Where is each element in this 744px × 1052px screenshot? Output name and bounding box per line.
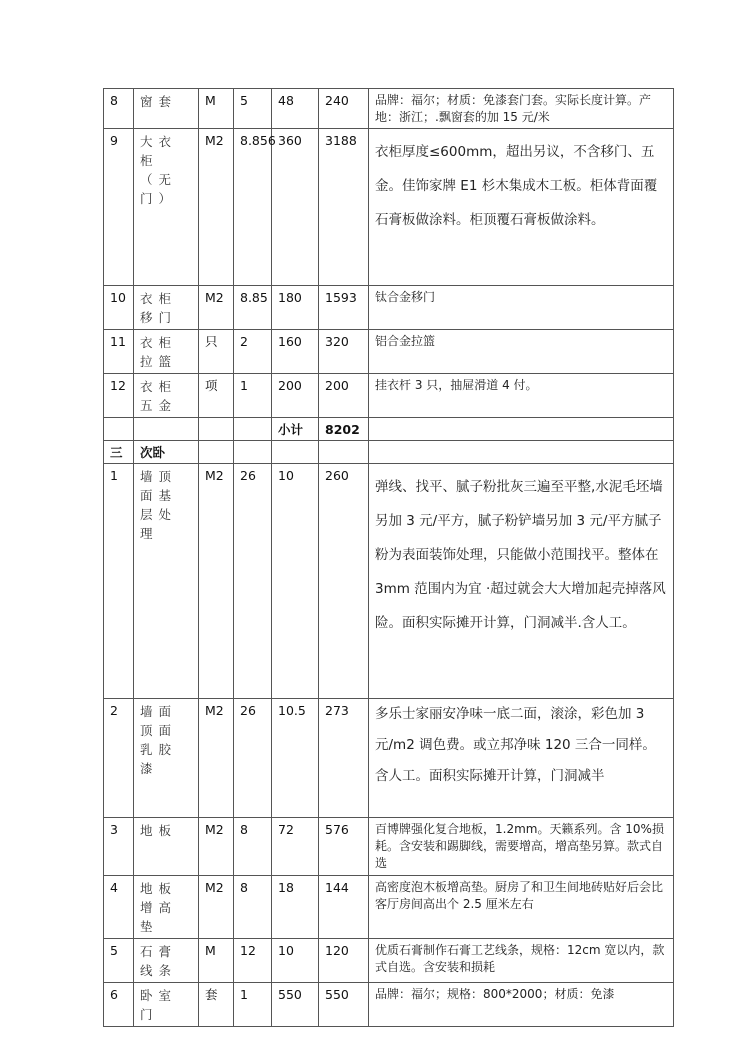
item-name: 大衣柜（无门） (134, 129, 199, 286)
item-quantity: 26 (234, 699, 272, 818)
item-total: 260 (319, 464, 369, 699)
item-unit-price: 10 (272, 939, 319, 983)
item-total: 200 (319, 374, 369, 418)
table-row (104, 129, 674, 286)
table-row (104, 330, 674, 374)
item-name: 衣柜移门 (134, 286, 199, 330)
item-name: 墙顶面基层处理 (134, 464, 199, 699)
item-quantity: 8.85 (234, 286, 272, 330)
item-name: 卧室门 (134, 983, 199, 1027)
item-description: 优质石膏制作石膏工艺线条，规格：12cm 宽以内，款式自选。含安装和损耗 (369, 939, 674, 983)
item-unit-price: 72 (272, 818, 319, 876)
item-description: 衣柜厚度≤600mm，超出另议，不含移门、五金。佳饰家牌 E1 杉木集成木工板。柜体背面覆石膏板做涂料。柜顶覆石膏板做涂料。 (369, 129, 674, 286)
item-total: 273 (319, 699, 369, 818)
table-row (104, 983, 674, 1027)
item-unit: 套 (199, 983, 234, 1027)
item-description: 弹线、找平、腻子粉批灰三遍至平整,水泥毛坯墙另加 3 元/平方，腻子粉铲墙另加 3 元/平方腻子粉为表面装饰处理，只能做小范围找平。整体在 3mm 范围内为宜 ·超过就会大大增加起壳掉落风险。面积实际摊开计算，门洞减半.含人工。 (369, 464, 674, 699)
item-unit-price: 360 (272, 129, 319, 286)
item-name: 地板 (134, 818, 199, 876)
table-row (104, 939, 674, 983)
item-total: 576 (319, 818, 369, 876)
item-unit: M2 (199, 129, 234, 286)
table-row (104, 876, 674, 939)
item-total: 144 (319, 876, 369, 939)
subtotal-value: 8202 (319, 418, 369, 441)
item-unit-price: 550 (272, 983, 319, 1027)
table-row (104, 286, 674, 330)
table-row (104, 464, 674, 699)
item-description: 挂衣杆 3 只，抽屉滑道 4 付。 (369, 374, 674, 418)
table-row (104, 818, 674, 876)
item-number: 12 (104, 374, 134, 418)
item-number: 11 (104, 330, 134, 374)
section-row (104, 441, 674, 464)
item-unit-price: 18 (272, 876, 319, 939)
item-quantity: 5 (234, 89, 272, 129)
item-number: 2 (104, 699, 134, 818)
item-unit: 项 (199, 374, 234, 418)
item-description: 高密度泡木板增高垫。厨房了和卫生间地砖贴好后会比客厅房间高出个 2.5 厘米左右 (369, 876, 674, 939)
section-number: 三 (104, 441, 134, 464)
item-quantity: 12 (234, 939, 272, 983)
item-description: 钛合金移门 (369, 286, 674, 330)
item-description: 品牌：福尔；材质：免漆套门套。实际长度计算。产地：浙江；.飘窗套的加 15 元/米 (369, 89, 674, 129)
item-quantity: 2 (234, 330, 272, 374)
table-row (104, 374, 674, 418)
item-description: 铝合金拉篮 (369, 330, 674, 374)
item-unit: M2 (199, 876, 234, 939)
item-description: 多乐士家丽安净味一底二面，滚涂，彩色加 3 元/m2 调色费。或立邦净味 120 三合一同样。含人工。面积实际摊开计算，门洞减半 (369, 699, 674, 818)
item-total: 320 (319, 330, 369, 374)
item-number: 9 (104, 129, 134, 286)
item-total: 1593 (319, 286, 369, 330)
item-name: 衣柜五金 (134, 374, 199, 418)
item-number: 1 (104, 464, 134, 699)
item-unit-price: 200 (272, 374, 319, 418)
item-quantity: 1 (234, 374, 272, 418)
item-unit: M2 (199, 818, 234, 876)
table-row (104, 699, 674, 818)
item-name: 地板增高垫 (134, 876, 199, 939)
item-unit-price: 10.5 (272, 699, 319, 818)
item-description: 品牌：福尔；规格：800*2000；材质：免漆 (369, 983, 674, 1027)
item-unit: M (199, 89, 234, 129)
table-row (104, 89, 674, 129)
item-name: 墙面顶面乳胶漆 (134, 699, 199, 818)
item-number: 8 (104, 89, 134, 129)
item-unit: M2 (199, 699, 234, 818)
item-unit: M2 (199, 286, 234, 330)
item-name: 石膏线条 (134, 939, 199, 983)
item-quantity: 8.856 (234, 129, 272, 286)
item-quantity: 8 (234, 876, 272, 939)
item-unit: 只 (199, 330, 234, 374)
item-quantity: 26 (234, 464, 272, 699)
item-unit: M2 (199, 464, 234, 699)
item-unit-price: 10 (272, 464, 319, 699)
item-number: 3 (104, 818, 134, 876)
subtotal-row (104, 418, 674, 441)
item-total: 120 (319, 939, 369, 983)
item-unit-price: 48 (272, 89, 319, 129)
item-total: 3188 (319, 129, 369, 286)
item-total: 240 (319, 89, 369, 129)
item-number: 5 (104, 939, 134, 983)
section-title: 次卧 (134, 441, 199, 464)
item-number: 4 (104, 876, 134, 939)
item-quantity: 1 (234, 983, 272, 1027)
item-number: 10 (104, 286, 134, 330)
quotation-table (103, 88, 674, 1027)
item-number: 6 (104, 983, 134, 1027)
subtotal-label: 小计 (272, 418, 319, 441)
item-name: 窗套 (134, 89, 199, 129)
item-total: 550 (319, 983, 369, 1027)
item-unit: M (199, 939, 234, 983)
item-description: 百博牌强化复合地板，1.2mm。天籁系列。含 10%损耗。含安装和踢脚线，需要增高，增高垫另算。款式自选 (369, 818, 674, 876)
item-quantity: 8 (234, 818, 272, 876)
item-unit-price: 180 (272, 286, 319, 330)
item-name: 衣柜拉篮 (134, 330, 199, 374)
item-unit-price: 160 (272, 330, 319, 374)
